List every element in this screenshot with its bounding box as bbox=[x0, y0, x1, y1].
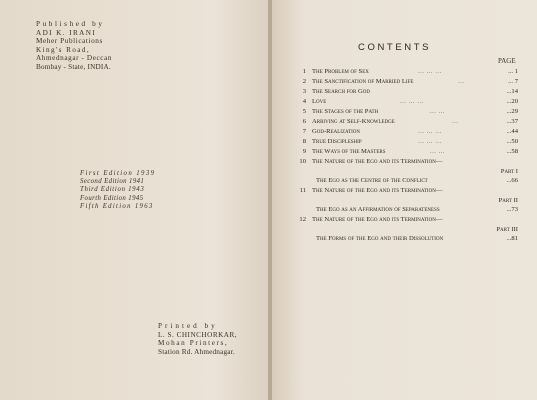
toc-subtitle: The Ego as the Centre of the Conflict bbox=[316, 177, 428, 184]
publisher-line: Published by bbox=[36, 20, 105, 28]
toc-title: Love bbox=[312, 98, 327, 105]
edition-line: Second Edition 1941 bbox=[80, 178, 145, 186]
toc-subentry bbox=[290, 205, 518, 215]
toc-title: True Discipleship bbox=[312, 138, 362, 145]
toc-part: Part I bbox=[500, 168, 518, 175]
toc-number: 5 bbox=[302, 108, 306, 115]
printer-line: Mohan Printers, bbox=[158, 339, 229, 348]
printer-line: Printed by bbox=[158, 322, 218, 330]
toc-page: ...73 bbox=[506, 206, 518, 213]
toc-title: The Nature of the Ego and its Termination— bbox=[312, 187, 443, 194]
toc-page: ...14 bbox=[506, 88, 518, 95]
printer-line: Station Rd. Ahmednagar. bbox=[158, 347, 235, 356]
toc-leader: ... ... ... bbox=[418, 68, 442, 75]
toc-number: 4 bbox=[302, 98, 306, 105]
toc-title: The Nature of the Ego and its Termination— bbox=[312, 158, 443, 165]
toc-leader: ... bbox=[458, 78, 465, 85]
toc-title: The Search for God bbox=[312, 88, 370, 95]
toc-leader: ... ... bbox=[430, 148, 446, 155]
toc-entry bbox=[290, 157, 518, 167]
toc-number: 11 bbox=[299, 187, 306, 194]
toc-page: ...50 bbox=[506, 138, 518, 145]
publisher-line: King's Road, bbox=[36, 45, 91, 54]
toc-page: ...37 bbox=[506, 118, 518, 125]
toc-leader: ... ... ... bbox=[418, 138, 442, 145]
toc-number: 3 bbox=[302, 88, 306, 95]
edition-line: Fifth Edition 1963 bbox=[80, 202, 154, 210]
toc-page: ... 1 bbox=[508, 68, 518, 75]
toc-page: ...20 bbox=[506, 98, 518, 105]
edition-line: Fourth Edition 1945 bbox=[80, 194, 144, 202]
toc-page: ...58 bbox=[506, 148, 518, 155]
toc-title: The Stages of the Path bbox=[312, 108, 379, 115]
toc-page: ...29 bbox=[506, 108, 518, 115]
toc-number: 8 bbox=[302, 138, 306, 145]
toc-entry bbox=[290, 127, 518, 137]
toc-number: 12 bbox=[299, 216, 306, 223]
publisher-line: Bombay - State, INDIA. bbox=[36, 62, 111, 71]
edition-line: First Edition 1939 bbox=[80, 170, 156, 177]
toc-page: ...66 bbox=[506, 177, 518, 184]
toc-entry bbox=[290, 117, 518, 127]
toc-entry bbox=[290, 87, 518, 97]
toc-page: ...44 bbox=[506, 128, 518, 135]
toc-number: 9 bbox=[302, 148, 306, 155]
toc-entry bbox=[290, 77, 518, 87]
table-of-contents bbox=[290, 67, 518, 244]
toc-subentry bbox=[290, 176, 518, 186]
editions-block bbox=[80, 170, 155, 211]
toc-number: 10 bbox=[299, 158, 306, 165]
printer-line: L. S. CHINCHORKAR, bbox=[158, 330, 238, 339]
publisher-block bbox=[36, 20, 112, 72]
toc-number: 7 bbox=[302, 128, 306, 135]
toc-number: 6 bbox=[302, 118, 306, 125]
contents-title: CONTENTS bbox=[358, 42, 432, 53]
toc-number: 2 bbox=[302, 78, 306, 85]
toc-title: The Ways of the Masters bbox=[312, 148, 386, 155]
toc-part: Part III bbox=[496, 226, 518, 233]
toc-title: Arriving at Self-Knowledge bbox=[312, 118, 395, 125]
toc-page: ...81 bbox=[506, 235, 518, 242]
toc-page: ... 7 bbox=[508, 78, 518, 85]
toc-entry bbox=[290, 67, 518, 77]
toc-entry bbox=[290, 107, 518, 117]
toc-entry bbox=[290, 147, 518, 157]
toc-leader: ... bbox=[452, 118, 459, 125]
publisher-line: Ahmednagar - Deccan bbox=[36, 54, 113, 63]
toc-subentry bbox=[290, 234, 518, 244]
page-column-header: PAGE bbox=[498, 57, 516, 65]
toc-part: Part II bbox=[498, 197, 518, 204]
toc-entry bbox=[290, 97, 518, 107]
toc-title: The Problem of Sex bbox=[312, 68, 369, 75]
toc-entry bbox=[290, 137, 518, 147]
printer-block bbox=[158, 322, 237, 356]
toc-title: The Nature of the Ego and its Termination— bbox=[312, 216, 443, 223]
edition-line: Third Edition 1943 bbox=[80, 186, 145, 194]
toc-subtitle: The Forms of the Ego and their Dissolution bbox=[316, 235, 444, 242]
toc-entry bbox=[290, 215, 518, 225]
left-page bbox=[0, 0, 268, 400]
toc-title: The Sanctification of Married Life bbox=[312, 78, 414, 85]
toc-entry bbox=[290, 186, 518, 196]
publisher-line: Meher Publications bbox=[36, 37, 103, 46]
toc-leader: ... ... bbox=[430, 108, 446, 115]
toc-number: 1 bbox=[302, 68, 306, 75]
toc-leader: ... ... ... bbox=[400, 98, 424, 105]
toc-subtitle: The Ego as an Affirmation of Separateness bbox=[316, 206, 440, 213]
publisher-line: ADI K. IRANI bbox=[36, 28, 97, 37]
toc-title: God-Realization bbox=[312, 128, 361, 135]
toc-leader: ... ... ... bbox=[418, 128, 442, 135]
